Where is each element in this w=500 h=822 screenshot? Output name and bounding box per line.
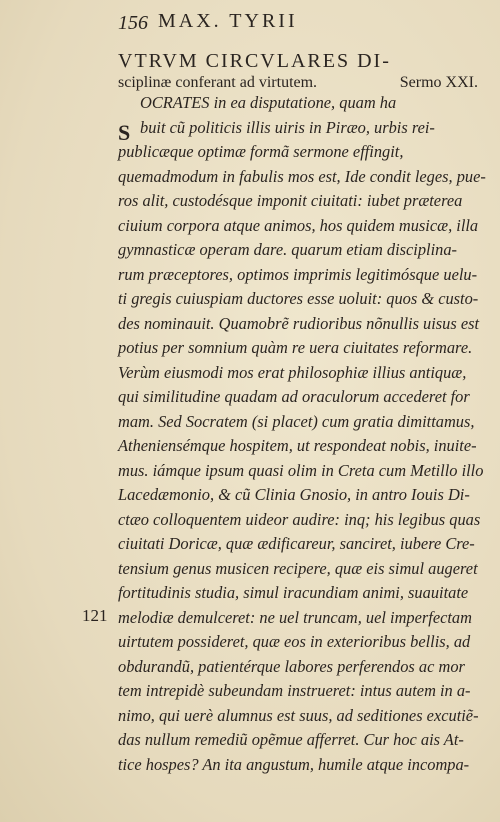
text-line: buit cũ politicis illis uiris in Piræo, urbis rei- xyxy=(140,117,435,137)
text-line: fortitudinis studia, simul iracundiam animi, suauitate xyxy=(118,583,469,602)
chapter-heading xyxy=(118,50,490,94)
text-line: melodiæ demulceret: ne uel truncam, uel imperfectam xyxy=(118,607,472,627)
text-line: ciuium corpora atque animos, hos quidem musicæ, illa xyxy=(118,215,479,235)
chapter-title-line2: sciplinæ conferant ad virtutem. xyxy=(118,74,318,91)
text-line: quemadmodum in fabulis mos est, Ide condit leges, pue- xyxy=(118,166,486,186)
text-line: ros alit, custodésque imponit ciuitati: iubet præterea xyxy=(118,191,463,210)
text-line: Verùm eiusmodi mos erat philosophiæ illius antiquæ, xyxy=(118,362,467,382)
text-line: tensium genus musicen recipere, quæ eis simul augeret xyxy=(118,558,478,578)
text-line: tem intrepidè subeundam instrueret: intus autem in a- xyxy=(118,681,471,700)
body-text xyxy=(118,91,492,777)
text-line: potius per somnium quàm re uera ciuitates reformare. xyxy=(118,338,473,357)
sermon-label: Sermo XXI. xyxy=(399,74,478,91)
text-line: tice hospes? An ita angustum, humile atque incompa- xyxy=(118,754,470,774)
text-line: qui similitudine quadam ad oraculorum accederet for xyxy=(118,387,470,406)
text-line: Atheniensémque hospitem, ut respondeat nobis, inuite- xyxy=(118,436,477,455)
text-line: mus. iámque ipsum quasi olim in Creta cum Metillo illo xyxy=(118,460,484,480)
text-line: OCRATES in ea disputatione, quam ha xyxy=(140,93,397,112)
margin-number: 121 xyxy=(82,606,108,625)
chapter-title-line1: VTRVM CIRCVLARES DI- xyxy=(118,50,391,72)
drop-initial: S xyxy=(118,120,131,145)
text-line: publicæque optimæ formã sermone effingit, xyxy=(118,142,404,161)
text-line: ti gregis cuiuspiam ductores esse uoluit: quos & custo- xyxy=(118,289,479,308)
text-line: das nullum remediũ opẽmue afferret. Cur hoc ais At- xyxy=(118,730,464,749)
text-line: rum præceptores, optimos imprimis legitimósque uelu- xyxy=(118,264,478,284)
text-line: nimo, qui uerè alumnus est suus, ad seditiones excutiẽ- xyxy=(118,705,479,725)
text-line: des nominauit. Quamobrẽ rudioribus nõnullis uisus est xyxy=(118,313,480,333)
running-title: MAX. TYRII xyxy=(158,10,298,32)
running-head xyxy=(118,10,478,38)
text-line: gymnasticæ operam dare. quarum etiam disciplina- xyxy=(118,240,458,259)
text-line: ctæo colloquentem uideor audire: inq; his legibus quas xyxy=(118,509,481,529)
text-line: ciuitati Doricæ, quæ ædificareur, sanciret, iubere Cre- xyxy=(118,534,475,553)
text-line: obdurandũ, patientérque labores perferendos ac mor xyxy=(118,656,465,676)
text-line: Lacedæmonio, & cũ Clinia Gnosio, in antro Iouis Di- xyxy=(118,485,470,504)
text-line: uirtutem possideret, quæ eos in exterioribus bellis, ad xyxy=(118,632,471,651)
text-line: mam. Sed Socratem (si placet) cum gratia dimittamus, xyxy=(118,411,475,431)
page-number: 156 xyxy=(118,12,148,34)
